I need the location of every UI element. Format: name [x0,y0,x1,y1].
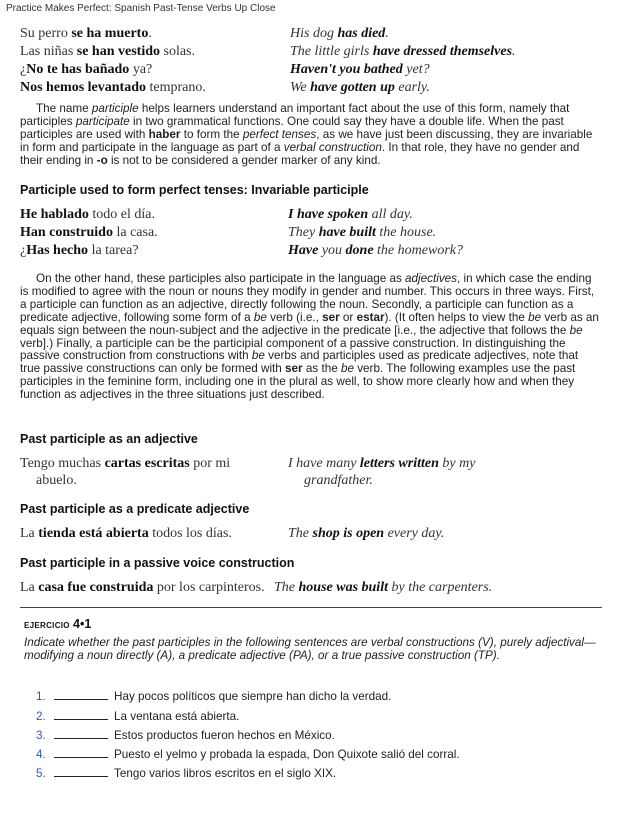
text-part: , in which case the ending is modified to agree with the noun or nouns they modify in gender and number. This occurs in three ways. First, a participle can function as an adjective, directly following the noun. Secondly, a participle can function as a predicate adjective, following some form of a [20,272,595,324]
example-english: grandfather. [304,473,373,488]
italic-part: be [251,349,265,363]
text-part: the homework? [373,243,463,258]
example-spanish [20,62,152,78]
text-part: ). (It often helps to view the [384,310,529,324]
text-part: We [290,80,311,95]
text-part: to form the [180,127,243,141]
text-part: todos los días. [148,526,232,541]
example-spanish [20,580,265,596]
running-head: Practice Makes Perfect: Spanish Past-Tense Verbs Up Close [6,3,276,14]
example-english [288,526,444,542]
italic-part: participle [91,102,139,115]
answer-blank[interactable] [54,767,108,777]
text-part: They [288,225,319,240]
bold-part: casa fue construida [38,580,154,595]
item-text: Hay pocos políticos que siempre han dicho la verdad. [114,690,392,703]
italic-part: verbal construction [283,140,382,154]
bold-part: have built [318,225,376,240]
text-part: as the [302,362,341,376]
italic-part: be [340,362,354,376]
answer-blank[interactable] [54,729,108,739]
text-part: His dog [290,26,338,41]
paragraph-participle-name [20,103,600,168]
text-part: Las niñas [20,44,77,59]
text-part: verb as an equals sign between the noun-subject and the adjective in the predicate [i.e., the adjective that follows the [20,310,599,337]
text-part: Su perro [20,26,72,41]
bold-part: -o [96,153,108,167]
bold-part: has died [337,26,386,41]
text-part: On the other hand, these participles also participate in the language as [36,272,406,285]
exercise-item [36,710,239,723]
text-part: ya? [129,62,153,77]
text-part: The [288,526,313,541]
text-part: I have many [288,456,360,471]
text-part: . In that role, they have no gender and their ending in [20,140,580,167]
example-english [290,62,430,78]
bold-part: I have spoken [288,207,369,222]
bold-part: Have [288,243,319,258]
text-part: all day. [368,207,413,222]
italic-part: be [528,310,542,324]
exercise-item [36,767,336,780]
text-part: you [318,243,346,258]
text-part: by the carpenters. [387,580,493,595]
text-part: verb].) Finally, a participle can be the participial component of a passive construction. In distinguishing the passive construction from constructions with [20,336,566,363]
bold-part: He hablado [20,207,89,222]
example-spanish [20,207,155,223]
example-english [288,225,436,241]
text-part: or [339,310,357,324]
text-part: todo el día. [88,207,155,222]
text-part: The little girls [290,44,373,59]
text-part: every day. [384,526,445,541]
bold-part: house was built [298,580,388,595]
example-spanish [20,26,152,42]
example-english [274,580,492,596]
text-part: La [20,526,39,541]
bold-part: estar [356,310,385,324]
text-part: la casa. [112,225,158,240]
bold-part: shop is open [312,526,385,541]
text-part: La [20,580,39,595]
bold-part: ser [285,362,303,376]
item-number: 1. [36,690,46,703]
example-spanish [20,456,230,472]
section-heading: Past participle as an adjective [20,432,198,446]
text-part: . [385,26,389,41]
text-part: yet? [402,62,430,77]
exercise-title [24,617,91,631]
section-divider [20,607,602,608]
text-part: ¿ [20,243,27,258]
example-spanish [20,44,195,60]
example-spanish [20,80,206,96]
text-part: The [274,580,299,595]
bold-part: No te has bañado [26,62,130,77]
text-part: la tarea? [88,243,139,258]
text-part: is not to be considered a gender marker of any kind. [107,153,381,167]
example-spanish [20,225,158,241]
italic-part: be [569,323,583,337]
exercise-instructions: Indicate whether the past participles in the following sentences are verbal constructions (V), purely adjectival—modifying a noun directly (A), a predicate adjective (PA), or a true passive construction (TP). [24,636,596,662]
item-text: La ventana está abierta. [114,710,240,723]
text-part: por mi [189,456,231,471]
example-english [288,456,475,472]
text-part: solas. [160,44,195,59]
item-text: Tengo varios libros escritos en el siglo XIX. [114,767,337,780]
item-number: 3. [36,729,46,742]
exercise-item [36,729,335,742]
text-part: . [148,26,152,41]
example-spanish [20,526,232,542]
text-part: verb. The following examples use the past participles in the feminine form, including one in the plural as well, to show more clearly how and when they function as adjectives in the three situations just described. [20,362,576,402]
text-part: , as we have just been discussing, they are invariable in form and participate in the language as part of a [20,127,593,154]
bold-part: Nos hemos levantado [20,80,147,95]
italic-part: participate [75,114,130,128]
bold-part: ser [322,310,340,324]
text-part: by my [438,456,476,471]
bold-part: Has hecho [26,243,89,258]
section-heading: Participle used to form perfect tenses: Invariable participle [20,183,369,197]
exercise-item [36,748,460,761]
paragraph-participle-adjectives [20,273,600,402]
example-english [288,207,413,223]
exercise-number: 4•1 [73,617,92,631]
section-heading: Past participle as a predicate adjective [20,502,250,516]
item-number: 4. [36,748,46,761]
text-part: verbs and participles used as predicate adjectives, note that true passive constructions can only be formed with [20,349,579,376]
bold-part: tienda está abierta [38,526,149,541]
bold-part: cartas escritas [104,456,190,471]
italic-part: adjectives [405,272,458,285]
text-part: early. [394,80,430,95]
bold-part: have dressed themselves [372,44,513,59]
answer-blank[interactable] [54,748,108,758]
example-spanish: abuelo. [36,473,77,488]
item-number: 2. [36,710,46,723]
text-part: in two grammatical functions. One could say they have a double life. When the past participles are used with [20,114,564,141]
answer-blank[interactable] [54,690,108,700]
section-heading: Past participle in a passive voice construction [20,556,295,570]
italic-part: be [253,310,267,324]
example-english [290,26,389,42]
exercise-label: ejercicio [24,619,70,631]
text-part: Tengo muchas [20,456,105,471]
example-spanish [20,243,139,259]
item-text: Puesto el yelmo y probada la espada, Don Quixote salió del corral. [114,748,460,761]
exercise-item [36,690,391,703]
bold-part: Han construido [20,225,113,240]
text-part: The name [36,102,92,115]
text-part: por los carpinteros. [153,580,265,595]
italic-part: perfect tenses [242,127,317,141]
text-part: verb (i.e., [266,310,323,324]
example-english [288,243,463,259]
bold-part: se han vestido [76,44,160,59]
text-part: ¿ [20,62,27,77]
item-text: Estos productos fueron hechos en México. [114,729,335,742]
answer-blank[interactable] [54,710,108,720]
bold-part: have gotten up [310,80,395,95]
text-part: helps learners understand an important fact about the use of this form, namely that participles [20,102,570,128]
bold-part: letters written [359,456,439,471]
bold-part: haber [148,127,181,141]
text-part: . [512,44,516,59]
item-number: 5. [36,767,46,780]
bold-part: done [345,243,374,258]
text-part: the house. [375,225,437,240]
bold-part: se ha muerto [71,26,149,41]
example-english [290,44,516,60]
example-english [290,80,430,96]
bold-part: Haven't you bathed [290,62,403,77]
text-part: temprano. [146,80,206,95]
